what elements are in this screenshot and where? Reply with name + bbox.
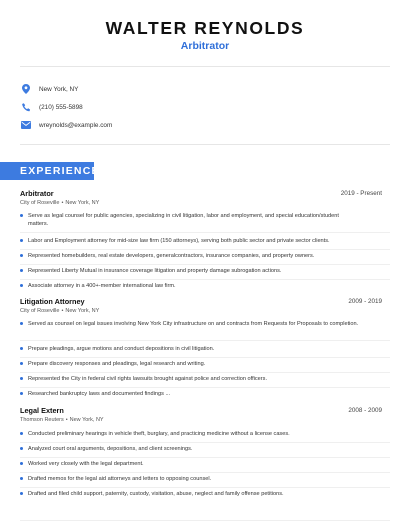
list-item-text: Drafted memos for the legal aid attorneys and letters to opposing counsel. [28, 476, 212, 482]
job-dates: 2019 - Present [340, 190, 382, 197]
item-divider [20, 520, 390, 521]
job-company: Thomson Reuters [20, 417, 64, 423]
contact-divider [20, 144, 390, 145]
bullet-dot-icon [20, 432, 23, 435]
bullet-dot-icon [20, 492, 23, 495]
bullet-dot-icon [20, 254, 23, 257]
list-item-text: Labor and Employment attorney for mid-size law firm (150 attorneys), serving both public sector and private sector clients. [28, 238, 330, 244]
list-item-text: Worked very closely with the legal department. [28, 461, 144, 467]
bullet-dot-icon [20, 392, 23, 395]
bullet-dot-icon [20, 362, 23, 365]
job-location: New York, NY [69, 417, 104, 423]
list-item-text: Associate attorney in a 400+-member international law firm. [28, 283, 176, 289]
job-company-line: Thomson Reuters • New York, NY [20, 417, 104, 423]
contact-email [21, 118, 112, 132]
list-item [20, 460, 360, 468]
list-item-text: Prepare pleadings, argue motions and conduct depositions in civil litigation. [28, 346, 215, 352]
list-item [20, 475, 360, 483]
list-item [20, 212, 360, 229]
bullet-dot-icon [20, 269, 23, 272]
job-title: Arbitrator [20, 189, 54, 198]
job-dates: 2009 - 2019 [348, 298, 382, 305]
item-divider [20, 372, 390, 373]
bullet-dot-icon [20, 447, 23, 450]
bullet-dot-icon [20, 239, 23, 242]
list-item [20, 375, 360, 383]
list-item [20, 430, 360, 438]
location-pin-icon [21, 84, 31, 94]
bullet-dot-icon [20, 347, 23, 350]
job-company-line: City of Roseville • New York, NY [20, 200, 100, 206]
item-divider [20, 279, 390, 280]
item-divider [20, 249, 390, 250]
header-divider [20, 66, 390, 67]
contact-phone [21, 100, 83, 114]
list-item-text: Researched bankruptcy laws and documented findings ... [28, 391, 171, 397]
job-location: New York, NY [65, 308, 100, 314]
list-item [20, 252, 360, 260]
list-item [20, 445, 360, 453]
list-item-text: Prepare discovery responses and pleadings, legal research and writing. [28, 361, 206, 367]
bullet-dot-icon [20, 284, 23, 287]
resume-role: Arbitrator [180, 40, 230, 52]
job-location: New York, NY [65, 200, 100, 206]
contact-location [21, 82, 78, 96]
email-icon [21, 120, 31, 130]
list-item [20, 345, 360, 353]
list-item-text: Represented Liberty Mutual in insurance coverage litigation and property damage subrogation actions. [28, 268, 282, 274]
list-item-text: Serve as legal counsel for public agencies, specializing in civil litigation, labor and employment, and special education/student matters. [28, 213, 339, 228]
contact-email-text: wreynolds@example.com [39, 121, 113, 129]
bullet-dot-icon [20, 214, 23, 217]
list-item [20, 390, 360, 398]
bullet-dot-icon [20, 322, 23, 325]
list-item-text: Drafted and filed child support, paternity, custody, visitation, abuse, neglect and family offense petitions. [28, 491, 284, 497]
list-item-text: Conducted preliminary hearings in vehicle theft, burglary, and practicing medicine without a license cases. [28, 431, 290, 437]
item-divider [20, 264, 390, 265]
job-title: Legal Extern [20, 406, 64, 415]
contact-phone-text: (210) 555-5898 [39, 103, 83, 111]
list-item-text: Represented homebuilders, real estate developers, generalcontractors, insurance companies, and property owners. [28, 253, 315, 259]
job-company: City of Roseville [20, 200, 60, 206]
item-divider [20, 387, 390, 388]
contact-location-text: New York, NY [39, 85, 79, 93]
list-item [20, 320, 360, 328]
item-divider [20, 472, 390, 473]
item-divider [20, 442, 390, 443]
job-company: City of Roseville [20, 308, 60, 314]
list-item [20, 360, 360, 368]
job-title: Litigation Attorney [20, 297, 85, 306]
list-item [20, 267, 360, 275]
item-divider [20, 232, 390, 233]
bullet-dot-icon [20, 462, 23, 465]
list-item-text: Represented the City in federal civil rights lawsuits brought against police and correction officers. [28, 376, 267, 382]
resume-name: WALTER REYNOLDS [105, 18, 305, 38]
experience-section-header [0, 162, 100, 180]
list-item [20, 237, 360, 245]
item-divider [20, 340, 390, 341]
list-item-text: Analyzed court oral arguments, depositions, and client screenings. [28, 446, 193, 452]
item-divider [20, 487, 390, 488]
item-divider [20, 357, 390, 358]
experience-section-title: EXPERIENCE [20, 165, 100, 177]
list-item-text: Served as counsel on legal issues involving New York City infrastructure on and contracts from Requests for Proposals to completion. [28, 321, 359, 327]
bullet-dot-icon [20, 477, 23, 480]
job-company-line: City of Roseville • New York, NY [20, 308, 100, 314]
bullet-dot-icon [20, 377, 23, 380]
list-item [20, 282, 360, 290]
job-dates: 2008 - 2009 [348, 407, 382, 414]
list-item [20, 490, 360, 498]
item-divider [20, 457, 390, 458]
phone-icon [21, 102, 31, 112]
